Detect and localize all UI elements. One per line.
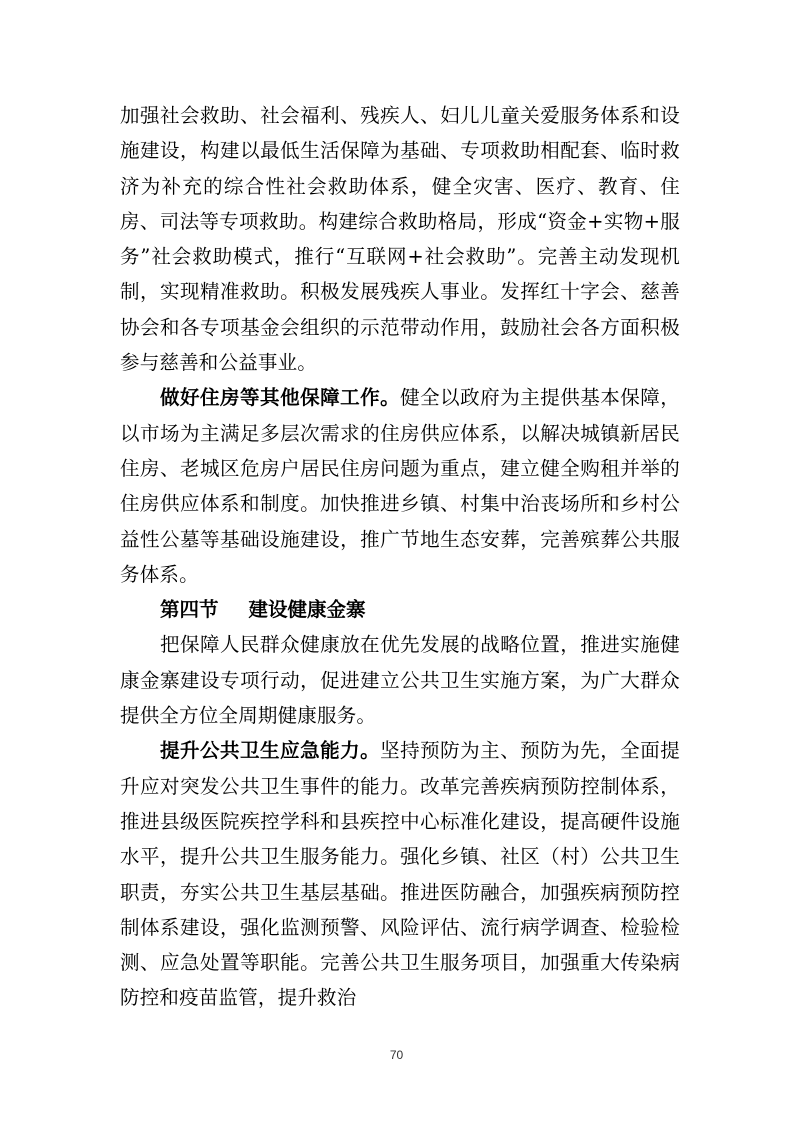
paragraph-body-public-health: 坚持预防为主、预防为先，全面提升应对突发公共卫生事件的能力。改革完善疾病预防控制体系，推进县级医院疾控学科和县疾控中心标准化建设，提高硬件设施水平，提升公共卫生服务能力。强化乡镇、社区（村）公共卫生职责，夯实公共卫生基层基础。推进医防融合，加强疾病预防控制体系建设，强化监测预警、风险评估、流行病学调查、检验检测、应急处置等职能。完善公共卫生服务项目，加强重大传染病防控和疫苗监管，提升救治 <box>120 739 680 1010</box>
paragraph-body-housing: 健全以政府为主提供基本保障，以市场为主满足多层次需求的住房供应体系，以解决城镇新居民住房、老城区危房户居民住房问题为重点，建立健全购租并举的住房供应体系和制度。加快推进乡镇、村集中治丧场所和乡村公益性公墓等基础设施建设，推广节地生态安葬，完善殡葬公共服务体系。 <box>120 386 680 586</box>
section-number: 第四节 <box>160 598 219 622</box>
paragraph-public-health <box>120 733 680 1015</box>
section-title: 建设健康金寨 <box>248 598 366 622</box>
paragraph-health-intro: 把保障人民群众健康放在优先发展的战略位置，推进实施健康金寨建设专项行动，促进建立公共卫生实施方案，为广大群众提供全方位全周期健康服务。 <box>120 633 680 728</box>
page-number: 70 <box>389 1048 404 1062</box>
paragraph-social-assistance: 加强社会救助、社会福利、残疾人、妇儿儿童关爱服务体系和设施建设，构建以最低生活保障为基础、专项救助相配套、临时救济为补充的综合性社会救助体系，健全灾害、医疗、教育、住房、司法等专项救助。构建综合救助格局，形成“资金+实物+服务”社会救助模式，推行“互联网+社会救助”。完善主动发现机制，实现精准救助。积极发展残疾人事业。发挥红十字会、慈善协会和各专项基金会组织的示范带动作用，鼓励社会各方面积极参与慈善和公益事业。 <box>120 104 680 375</box>
document-body <box>120 98 680 1016</box>
paragraph-housing-security <box>120 380 680 592</box>
section-heading <box>120 592 680 627</box>
paragraph-lead-housing: 做好住房等其他保障工作。 <box>160 386 401 410</box>
paragraph-lead-public-health: 提升公共卫生应急能力。 <box>160 739 381 763</box>
